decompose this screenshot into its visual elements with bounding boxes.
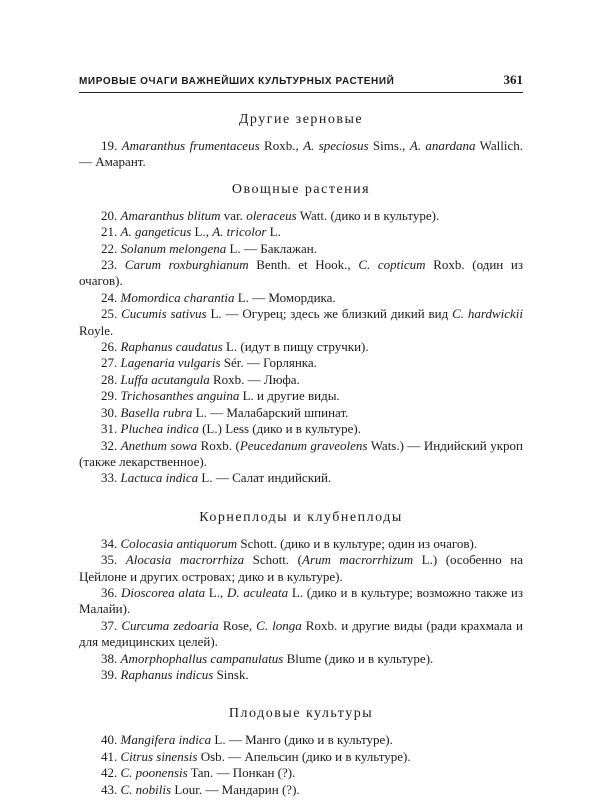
species-entry: 28. Luffa acutangula Roxb. — Люфа. — [101, 371, 300, 387]
species-entry: 37. Curcuma zedoaria Rose, C. longa Roxb. и другие виды (ради крахмала и для медицинских целей). — [79, 617, 523, 650]
section-title: Корнеплоды и клубнеплоды — [199, 509, 403, 525]
section-root-crops — [79, 509, 523, 684]
section-other-grains — [79, 111, 523, 171]
species-entry: 41. Citrus sinensis Osb. — Апельсин (дико и в культуре). — [101, 748, 411, 764]
section-title: Плодовые культуры — [228, 706, 374, 722]
species-entry: 25. Cucumis sativus L. — Огурец; здесь же близкий дикий вид C. hardwickii Royle. — [79, 306, 524, 338]
species-entry: 40. Mangifera indica L. — Манго (дико и в культуре). — [101, 732, 393, 748]
running-header — [79, 72, 523, 93]
species-entry: 19. Amaranthus frumentaceus Roxb., A. speciosus Sims., A. anardana Wallich. — Амарант. — [79, 138, 523, 170]
species-entry: 31. Pluchea indica (L.) Less (дико и в культуре). — [101, 421, 362, 437]
section-fruit-crops — [79, 705, 523, 798]
species-entry: 34. Colocasia antiquorum Schott. (дико и в культуре; один из очагов). — [101, 535, 478, 551]
section-vegetables — [79, 181, 523, 487]
section-title: Другие зерновые — [238, 112, 364, 127]
entry-list — [79, 208, 523, 487]
species-entry: 24. Momordica charantia L. — Момордика. — [101, 289, 336, 305]
species-entry: 35. Alocasia macrorrhiza Schott. (Arum macrorrhizum L.) (особенно на Цейлоне и других островах; дико и в культуре). — [79, 552, 524, 584]
species-entry: 26. Raphanus caudatus L. (идут в пищу стручки). — [101, 339, 369, 355]
species-entry: 23. Carum roxburghianum Benth. et Hook., C. copticum Roxb. (один из очагов). — [79, 257, 524, 289]
page-content — [79, 111, 523, 808]
species-entry: 27. Lagenaria vulgaris Sér. — Горлянка. — [101, 355, 317, 371]
species-entry: 21. A. gangeticus L., A. tricolor L. — [101, 224, 281, 240]
species-entry: 38. Amorphophallus campanulatus Blume (дико и в культуре). — [101, 650, 434, 666]
species-entry: 39. Raphanus indicus Sinsk. — [101, 666, 249, 682]
species-entry: 33. Lactuca indica L. — Салат индийский. — [101, 470, 332, 486]
entry-list — [79, 138, 523, 171]
species-entry: 30. Basella rubra L. — Малабарский шпинат. — [101, 404, 349, 420]
species-entry: 43. C. nobilis Lour. — Мандарин (?). — [101, 781, 300, 797]
running-header-title: МИРОВЫЕ ОЧАГИ ВАЖНЕЙШИХ КУЛЬТУРНЫХ РАСТЕНИЙ — [79, 76, 395, 87]
page-number: 361 — [503, 72, 523, 87]
species-entry: 36. Dioscorea alata L., D. aculeata L. (дико и в культуре; возможно также из Малайи). — [79, 584, 524, 617]
entry-list — [79, 536, 523, 684]
species-entry: 29. Trichosanthes anguina L. и другие виды. — [101, 388, 340, 404]
species-entry: 42. C. poonensis Tan. — Понкан (?). — [101, 765, 296, 781]
species-entry: 32. Anethum sowa Roxb. (Peucedanum graveolens Wats.) — Индийский укроп (также лекарственное). — [79, 437, 523, 469]
species-entry: 22. Solanum melongena L. — Баклажан. — [101, 240, 318, 256]
entry-list — [79, 732, 523, 798]
species-entry: 20. Amaranthus blitum var. oleraceus Watt. (дико и в культуре). — [101, 207, 440, 223]
section-title: Овощные растения — [231, 181, 371, 197]
